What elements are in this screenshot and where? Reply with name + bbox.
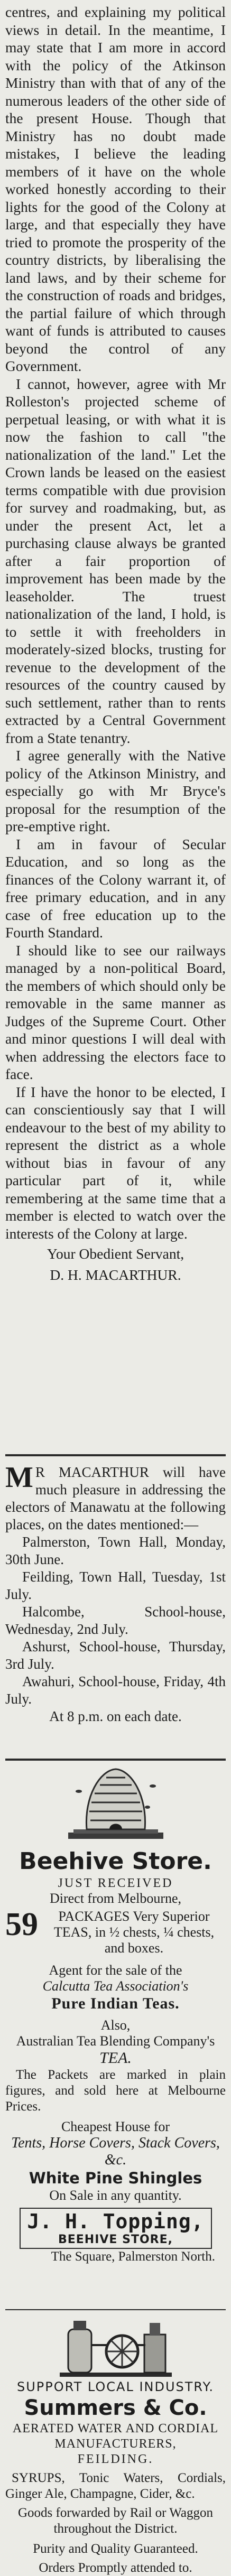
summers-advert <box>5 2313 226 2576</box>
also-line: Also, <box>100 2017 131 2033</box>
letter-signature: D. H. MACARTHUR. <box>50 1267 181 1283</box>
beehive-store-advert <box>5 1765 226 2265</box>
support-local-industry: SUPPORT LOCAL INDUSTRY. <box>17 2379 214 2394</box>
letter-paragraph: I agree generally with the Native policy of the Atkinson Ministry, and especially go with Mr Bryce's proposal for the resumption of the pre-emptive right. <box>5 747 226 834</box>
topping-firm-name: J. H. Topping, <box>27 2210 204 2233</box>
on-sale-line: On Sale in any quantity. <box>49 2188 182 2203</box>
pure-indian-teas: Pure Indian Teas. <box>51 1995 180 2012</box>
notice-time: At 8 p.m. on each date. <box>49 1708 182 1724</box>
direct-from: Direct from Melbourne, <box>49 1891 182 1906</box>
white-pine-shingles: White Pine Shingles <box>29 2169 202 2187</box>
store-address: The Square, Palmerston North. <box>51 2249 215 2264</box>
orders-line: Orders Promptly attended to. <box>39 2561 192 2575</box>
column-divider <box>5 2309 226 2310</box>
meeting-notice <box>5 1461 226 1725</box>
notice-entry: Feilding, Town Hall, Tuesday, 1st July. <box>5 1569 226 1602</box>
just-received: JUST RECEIVED <box>58 1876 173 1890</box>
aerated-water-machine-illustration <box>52 2313 179 2379</box>
agent-line: Agent for the sale of the <box>49 1963 182 1978</box>
tents-covers: Tents, Horse Covers, Stack Covers, &c. <box>11 2135 220 2168</box>
manufacturers-line: AERATED WATER AND CORDIAL MANUFACTURERS, <box>12 2422 219 2451</box>
packets-note: The Packets are marked in plain figures, and sold here at Melbourne Prices. <box>5 2068 226 2114</box>
letter-paragraph: I cannot, however, agree with Mr Rolleston's projected scheme of perpetual leasing, or with what it is now the fashion to call "the nationalization of the land." Let the Crown lands be leased on the easiest terms compatible with due provision for survey and roadmaking, but, as under the present Act, let a purchasing clause always be granted after a fair proportion of improvement has been made by the leaseholder. The truest nationalization of the land, I hold, is to settle it with freeholders in moderately-sized blocks, trusting for revenue to the development of the resources of the country caused by such settlement, rather than to rents extracted by a Central Government from a State tenantry. <box>5 375 226 746</box>
beehive-illustration <box>63 1765 169 1844</box>
beehive-headline: Beehive Store. <box>19 1848 212 1875</box>
tea-packages-notice <box>5 1909 226 1956</box>
letter-paragraph: I am in favour of Secular Education, and so long as the finances of the Colony warrant it, of free primary education, and in any case of free education up to the Fourth Standard. <box>5 835 226 941</box>
notice-lead-text: R MACARTHUR will have much pleasure in addressing the electors of Manawatu at the following places, on the dates mentioned:— <box>5 1464 226 1532</box>
package-description: PACKAGES Very Superior TEAS, in ½ chests, ¼ chests, and boxes. <box>53 1909 215 1956</box>
town-name: FEILDING. <box>77 2452 154 2466</box>
australian-company: Australian Tea Blending Company's <box>16 2033 215 2049</box>
letter-paragraph: I should like to see our railways managed by a non-political Board, the members of which should only be removable in the same manner as Judges of the Supreme Court. Other and minor questions I will deal with when addressing the electors face to face. <box>5 942 226 1082</box>
notice-dropcap: M <box>5 1461 33 1494</box>
delivery-line: Goods forwarded by Rail or Waggon throughout the District. <box>18 2506 213 2536</box>
products-line: SYRUPS, Tonic Waters, Cordials, Ginger Ale, Champagne, Cider, &c. <box>5 2471 226 2501</box>
letter-paragraph: centres, and explaining my political views in detail. In the meantime, I may state that I am more in accord with the policy of the Atkinson Ministry than with that of any of the numerous leaders of the other side of the present House. Though that Ministry has no doubt made mistakes, I believe the leading members of it have on the whole worked honestly according to their lights for the good of the Colony at large, and that especially they have tried to promote the prosperity of the country districts, by liberalising the land laws, and by their scheme for the construction of roads and bridges, the partial failure of which through want of funds is attributed to causes beyond the control of any Government. <box>5 4 226 374</box>
quality-line: Purity and Quality Guaranteed. <box>33 2542 198 2556</box>
column-divider <box>5 1454 226 1456</box>
beehive-store-label: BEEHIVE STORE, <box>58 2233 173 2246</box>
notice-entry: Palmerston, Town Hall, Monday, 30th June. <box>5 1534 226 1567</box>
letter-closing: Your Obedient Servant, <box>47 1245 184 1262</box>
newspaper-column <box>5 0 226 2575</box>
notice-lead <box>5 1461 226 1533</box>
tea-label: TEA. <box>99 2049 132 2067</box>
column-divider <box>5 1759 226 1761</box>
topping-nameplate <box>20 2208 212 2249</box>
summers-firm-name: Summers & Co. <box>24 2396 207 2420</box>
notice-entry: Ashurst, School-house, Thursday, 3rd July. <box>5 1639 226 1672</box>
notice-entry: Halcombe, School-house, Wednesday, 2nd July. <box>5 1604 226 1637</box>
election-letter <box>5 3 226 1285</box>
association-name: Calcutta Tea Association's <box>42 1978 189 1994</box>
letter-paragraph: If I have the honor to be elected, I can conscientiously say that I will endeavour to the best of my ability to represent the district as a whole without bias in favour of any particular part of it, while remembering at the same time that a member is elected to watch over the interests of the Colony at large. <box>5 1083 226 1242</box>
package-count: 59 <box>5 1907 38 1942</box>
cheapest-house: Cheapest House for <box>61 2119 170 2134</box>
notice-entry: Awahuri, School-house, Friday, 4th July. <box>5 1673 226 1707</box>
